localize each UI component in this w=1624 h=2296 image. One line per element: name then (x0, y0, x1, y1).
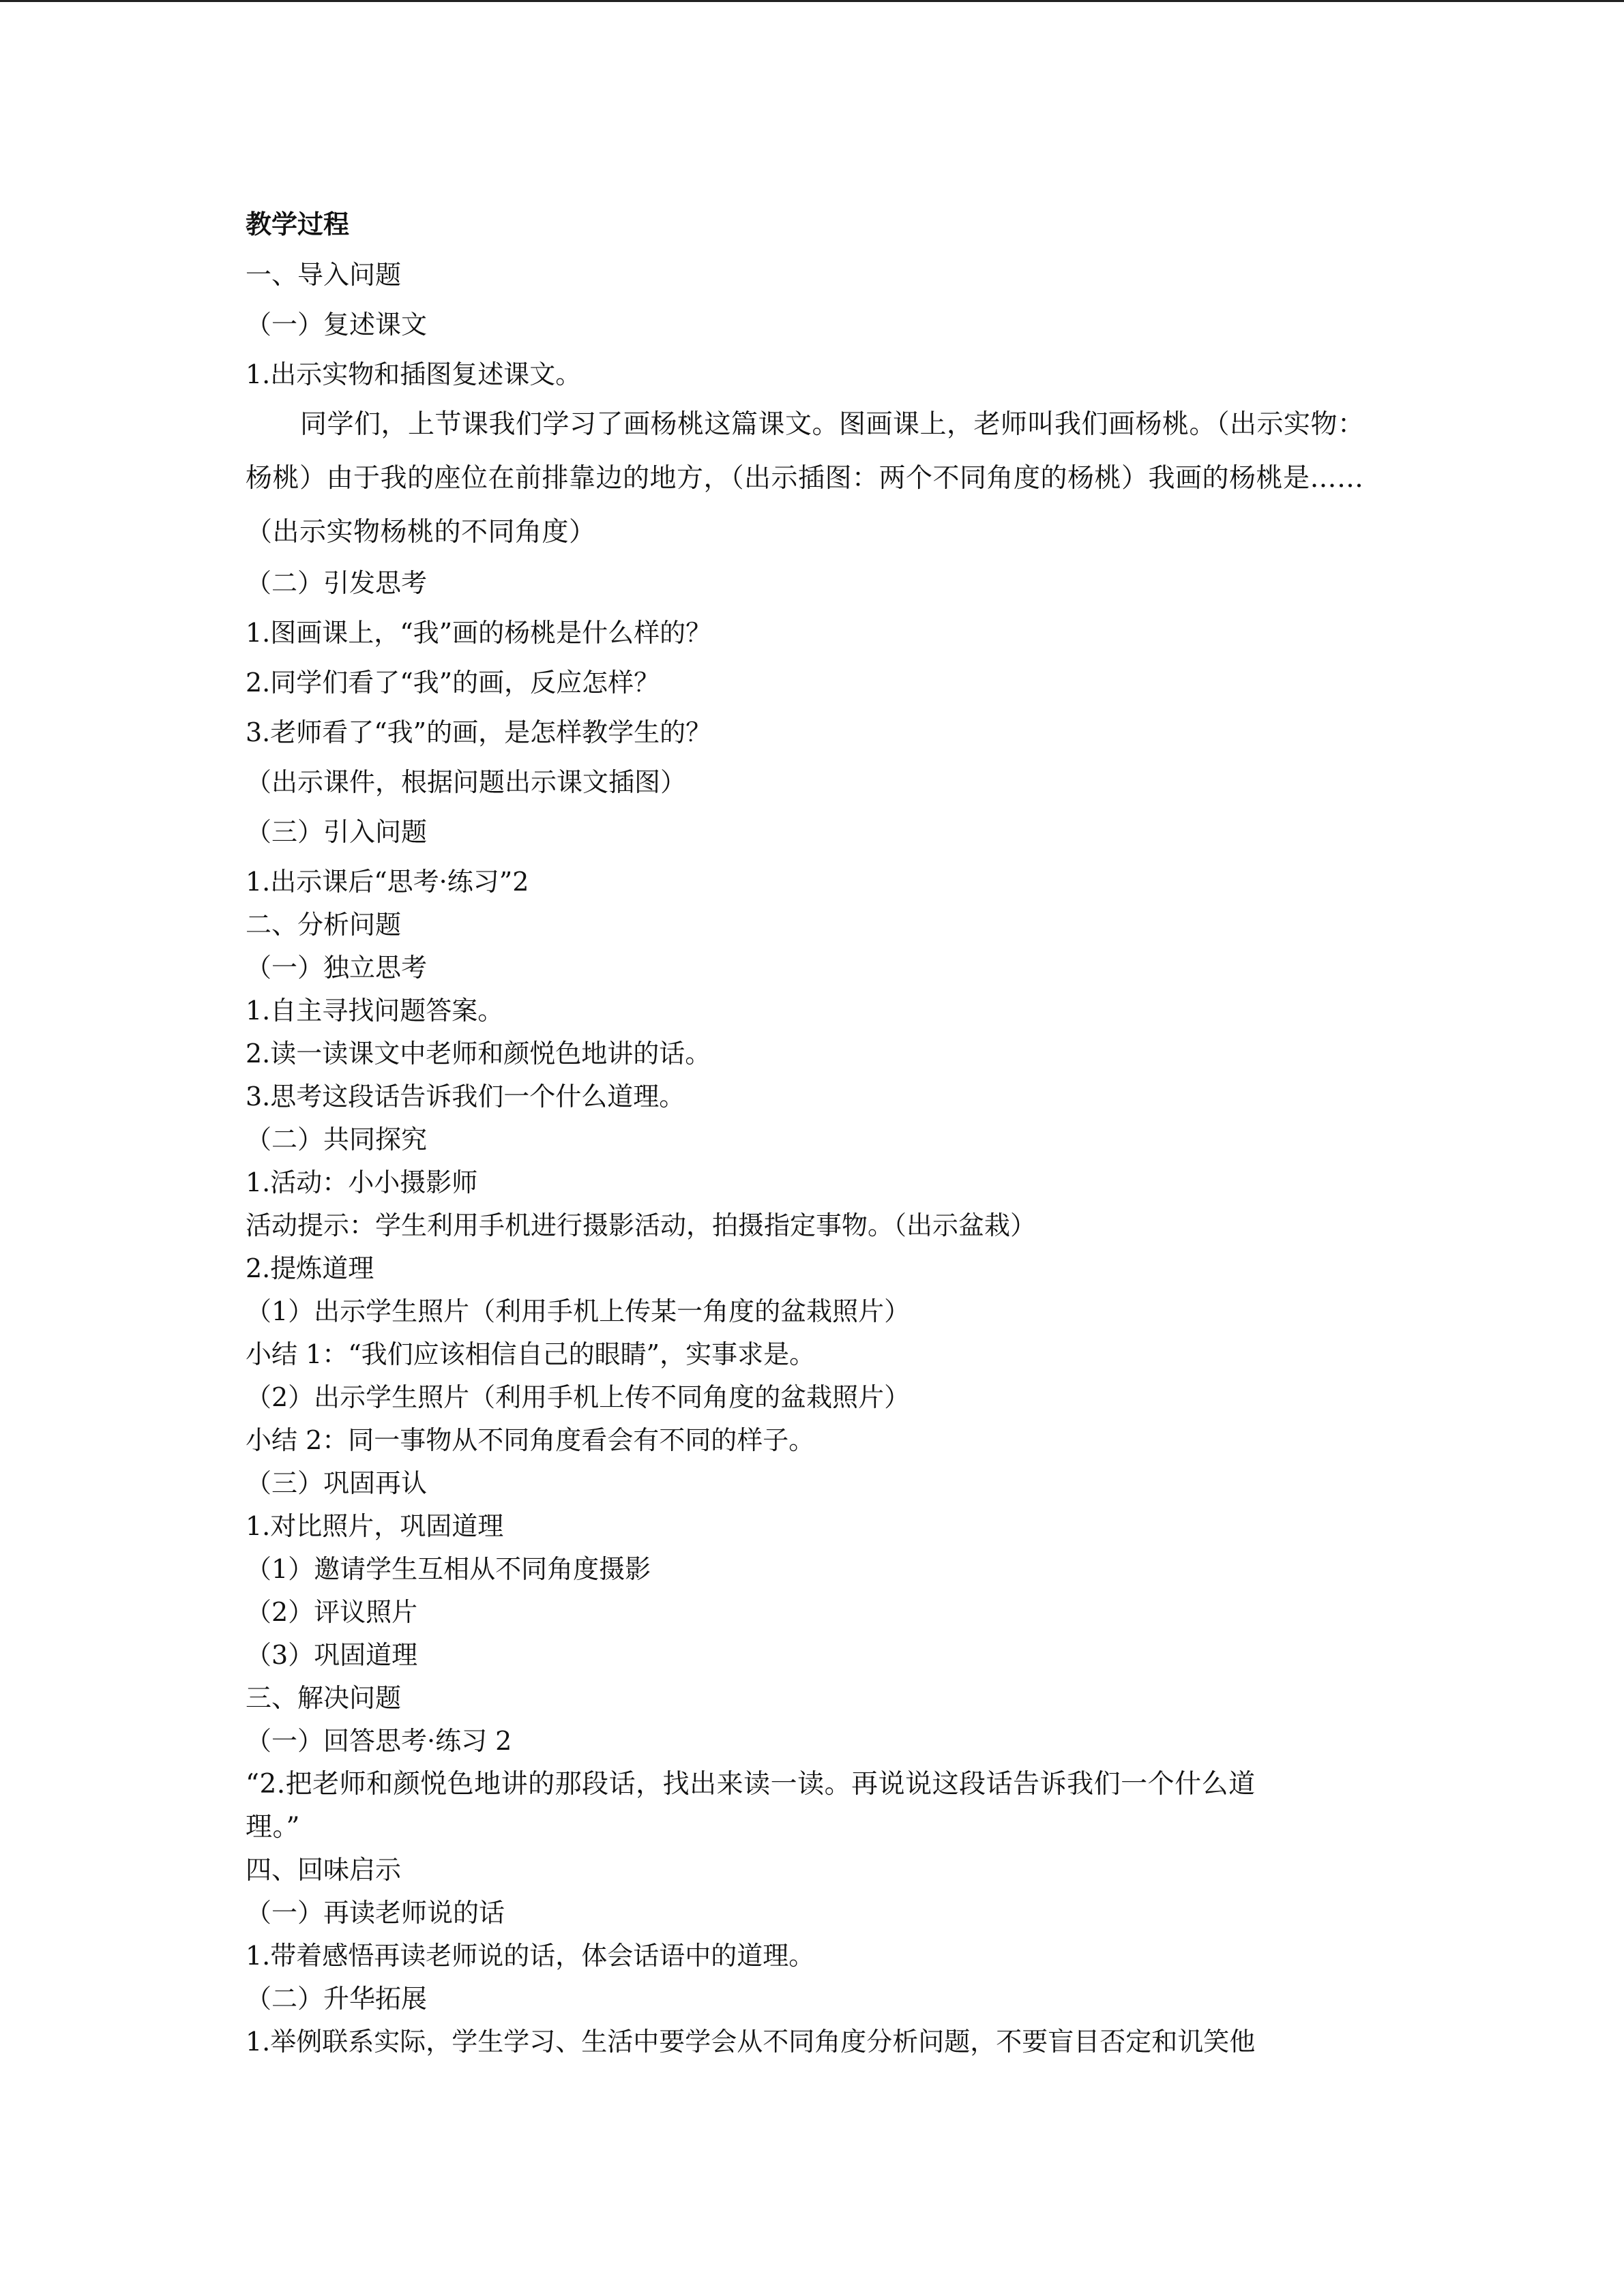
note-line: （出示课件，根据问题出示课文插图） (246, 767, 687, 797)
subsection-heading: （一）独立思考 (246, 953, 428, 983)
section-heading-4: 四、回味启示 (246, 1855, 402, 1885)
list-item: （2）出示学生照片（利用手机上传不同角度的盆栽照片） (246, 1382, 911, 1412)
list-item: 1.活动：小小摄影师 (246, 1167, 478, 1197)
list-item: 1.举例联系实际，学生学习、生活中要学会从不同角度分析问题，不要盲目否定和讥笑他 (246, 2027, 1256, 2057)
list-item: 3.思考这段话告诉我们一个什么道理。 (246, 1082, 685, 1112)
list-item: 2.同学们看了“我”的画，反应怎样？ (246, 668, 660, 698)
page-top-border (0, 0, 1624, 2)
subsection-heading: （一）复述课文 (246, 310, 428, 340)
section-heading-2: 二、分析问题 (246, 910, 402, 940)
list-item: 1.自主寻找问题答案。 (246, 996, 504, 1026)
document-title: 教学过程 (246, 209, 350, 239)
subsection-heading: （三）巩固再认 (246, 1468, 428, 1498)
list-item: （2）评议照片 (246, 1597, 418, 1627)
list-item: （1）邀请学生互相从不同角度摄影 (246, 1554, 651, 1584)
document-body (246, 202, 1378, 2063)
list-item: 活动提示：学生利用手机进行摄影活动，拍摄指定事物。（出示盆栽） (246, 1210, 1037, 1240)
list-item: 1.带着感悟再读老师说的话，体会话语中的道理。 (246, 1941, 815, 1971)
list-item: 2.提炼道理 (246, 1253, 374, 1283)
exercise-quote-line: 理。” (246, 1812, 300, 1843)
list-item: （1）出示学生照片（利用手机上传某一角度的盆栽照片） (246, 1296, 911, 1326)
exercise-quote-line: “2.把老师和颜悦色地讲的那段话，找出来读一读。再说说这段话告诉我们一个什么道 (246, 1769, 1256, 1800)
list-item: 2.读一读课文中老师和颜悦色地讲的话。 (246, 1039, 711, 1069)
section-heading-3: 三、解决问题 (246, 1683, 402, 1713)
list-item: 3.老师看了“我”的画，是怎样教学生的？ (246, 717, 712, 747)
subsection-heading: （二）引发思考 (246, 568, 428, 598)
subsection-heading: （一）回答思考·练习 2 (246, 1726, 512, 1756)
list-item: 小结 1：“我们应该相信自己的眼睛”，实事求是。 (246, 1339, 816, 1369)
subsection-heading: （一）再读老师说的话 (246, 1898, 505, 1928)
paragraph: 同学们，上节课我们学习了画杨桃这篇课文。图画课上，老师叫我们画杨桃。（出示实物：杨桃）由于我的座位在前排靠边的地方，（出示插图：两个不同角度的杨桃）我画的杨桃是……（出示实物杨桃的不同角度） (246, 409, 1365, 548)
subsection-heading: （二）升华拓展 (246, 1984, 428, 2014)
subsection-heading: （二）共同探究 (246, 1124, 428, 1154)
list-item: 1.出示课后“思考·练习”2 (246, 867, 529, 897)
list-item: 小结 2：同一事物从不同角度看会有不同的样子。 (246, 1425, 815, 1455)
list-item: 1.出示实物和插图复述课文。 (246, 359, 582, 389)
section-heading-1: 一、导入问题 (246, 260, 402, 290)
list-item: （3）巩固道理 (246, 1640, 418, 1670)
subsection-heading: （三）引入问题 (246, 817, 428, 847)
list-item: 1.图画课上，“我”画的杨桃是什么样的？ (246, 618, 712, 648)
list-item: 1.对比照片，巩固道理 (246, 1511, 504, 1541)
